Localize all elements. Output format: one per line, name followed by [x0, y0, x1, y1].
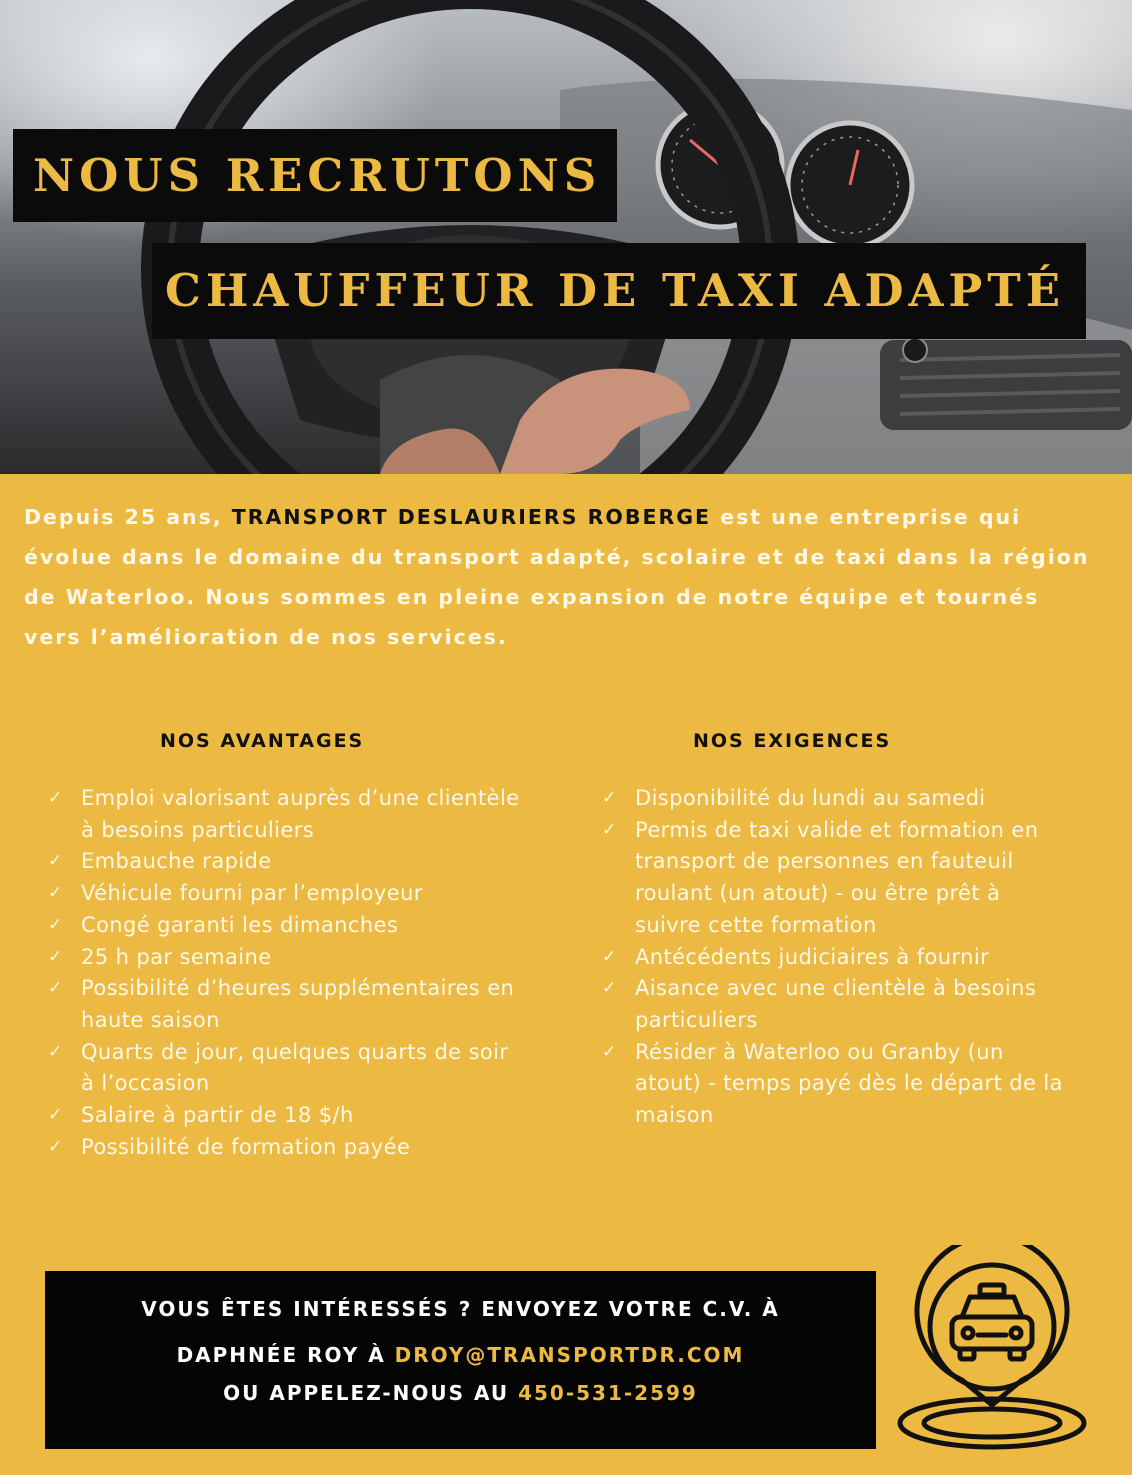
checkmark-icon: ✓ — [602, 788, 617, 808]
list-item: ✓ 25 h par semaine — [48, 942, 528, 974]
list-item: ✓ Emploi valorisant auprès d’une clientèle à besoins particuliers — [48, 783, 528, 846]
list-item: ✓ Antécédents judiciaires à fournir — [602, 942, 1072, 974]
advantages-list — [48, 783, 528, 1163]
intro-text-end: est une entreprise qui évolue dans le domaine du transport adapté, scolaire et de taxi dans la région de Waterloo. Nous sommes en pleine expansion de notre équipe et tournés vers l’amélioration de nos services. — [24, 505, 1090, 649]
email-link[interactable]: DROY@TRANSPORTDR.COM — [394, 1343, 745, 1367]
advantages-title: NOS AVANTAGES — [160, 730, 365, 752]
job-title-banner — [152, 243, 1086, 339]
checkmark-icon: ✓ — [48, 1136, 63, 1157]
contact-line-1: VOUS ÊTES INTÉRESSÉS ? ENVOYEZ VOTRE C.V. À — [141, 1297, 780, 1321]
list-item: ✓ Permis de taxi valide et formation en transport de personnes en fauteuil roulant (un atout) - ou être prêt à suivre cette formation — [602, 815, 1072, 942]
company-name: TRANSPORT DESLAURIERS ROBERGE — [231, 505, 712, 529]
list-item: ✓ Aisance avec une clientèle à besoins particuliers — [602, 973, 1072, 1036]
checkmark-icon: ✓ — [48, 914, 63, 935]
checkmark-icon: ✓ — [48, 1041, 63, 1062]
hero-photo — [0, 0, 1132, 474]
checkmark-icon: ✓ — [48, 851, 63, 872]
contact-name: DAPHNÉE ROY À — [176, 1343, 395, 1367]
headline-banner — [13, 129, 617, 222]
checkmark-icon: ✓ — [48, 978, 63, 999]
checkmark-icon: ✓ — [48, 788, 63, 808]
requirements-list — [602, 783, 1072, 1132]
intro-text-start: Depuis 25 ans, — [24, 505, 232, 529]
steering-wheel-illustration — [0, 0, 1132, 474]
list-item: ✓ Véhicule fourni par l’employeur — [48, 878, 528, 910]
list-item: ✓ Embauche rapide — [48, 846, 528, 878]
job-title: CHAUFFEUR DE TAXI ADAPTÉ — [165, 264, 1066, 317]
contact-box — [45, 1271, 876, 1449]
phone-number[interactable]: 450-531-2599 — [518, 1381, 698, 1405]
headline: NOUS RECRUTONS — [33, 149, 602, 202]
contact-line-2 — [45, 1343, 876, 1367]
checkmark-icon: ✓ — [602, 946, 617, 967]
taxi-location-pin-icon — [890, 1245, 1095, 1455]
intro-paragraph — [24, 497, 1094, 657]
list-item: ✓ Quarts de jour, quelques quarts de soir à l’occasion — [48, 1037, 528, 1100]
checkmark-icon: ✓ — [48, 883, 63, 904]
checkmark-icon: ✓ — [602, 1041, 617, 1062]
requirements-title: NOS EXIGENCES — [693, 730, 892, 752]
list-item: ✓ Possibilité de formation payée — [48, 1132, 528, 1164]
list-item: ✓ Possibilité d’heures supplémentaires en haute saison — [48, 973, 528, 1036]
checkmark-icon: ✓ — [48, 1105, 63, 1126]
list-item: ✓ Disponibilité du lundi au samedi — [602, 783, 1072, 815]
list-item: ✓ Congé garanti les dimanches — [48, 910, 528, 942]
list-item: ✓ Résider à Waterloo ou Granby (un atout) - temps payé dès le départ de la maison — [602, 1037, 1072, 1132]
checkmark-icon: ✓ — [602, 819, 617, 840]
checkmark-icon: ✓ — [48, 946, 63, 967]
list-item: ✓ Salaire à partir de 18 $/h — [48, 1100, 528, 1132]
contact-line-3 — [45, 1381, 876, 1405]
checkmark-icon: ✓ — [602, 978, 617, 999]
call-text: OU APPELEZ-NOUS AU — [223, 1381, 519, 1405]
